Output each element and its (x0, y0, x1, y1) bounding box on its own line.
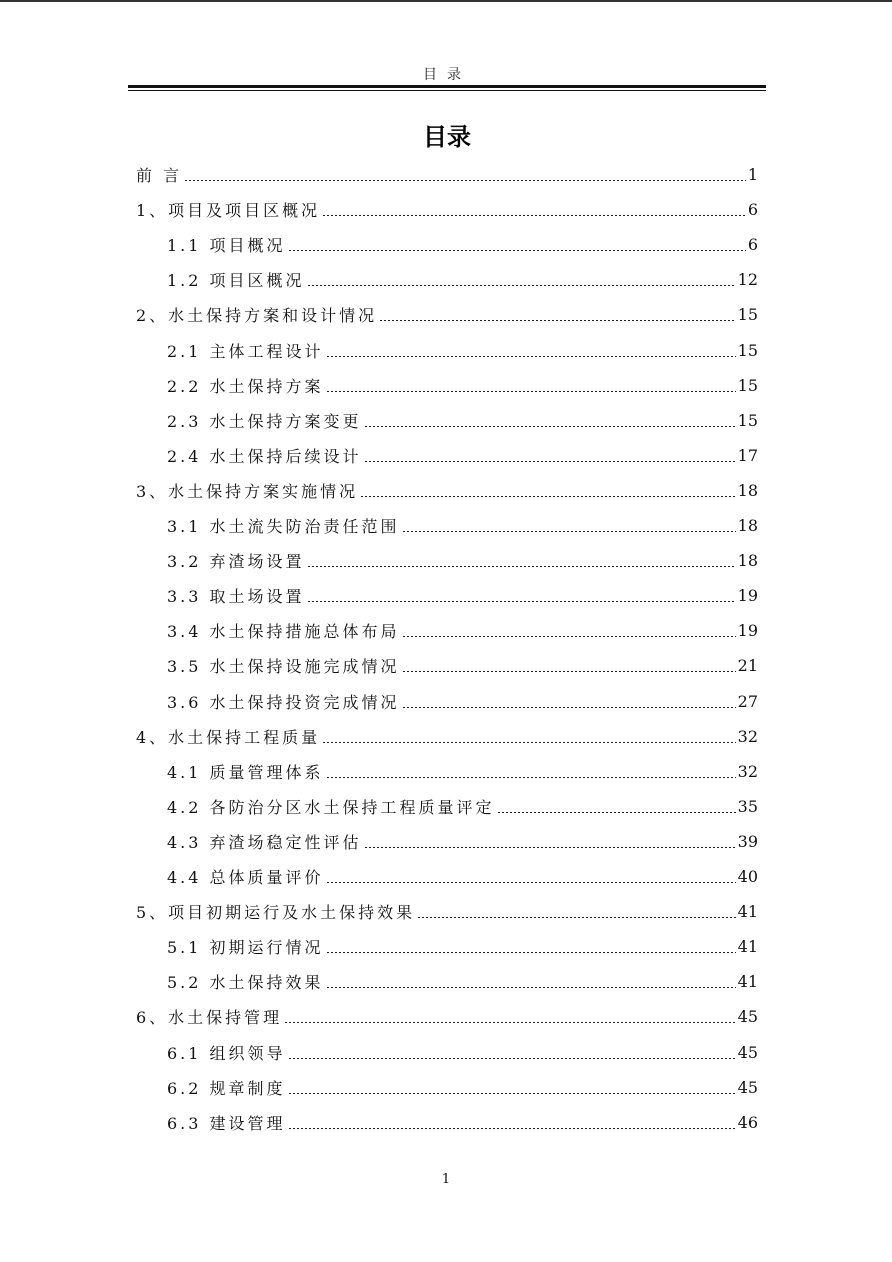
toc-entry-label: 1.1 项目概况 (167, 236, 286, 256)
toc-dot-leader (497, 812, 736, 813)
toc-entry[interactable] (136, 473, 758, 508)
toc-entry-label: 4、水土保持工程质量 (136, 727, 321, 747)
toc-dot-leader (322, 215, 746, 216)
toc-entry[interactable] (167, 403, 758, 438)
toc-entry-page: 1 (747, 165, 758, 184)
toc-entry-page: 18 (737, 480, 758, 500)
toc-entry-page: 46 (737, 1112, 758, 1132)
toc-entry-page: 45 (737, 1042, 758, 1062)
toc-entry[interactable] (167, 1105, 758, 1140)
toc-entry[interactable] (136, 999, 758, 1034)
toc-entry-page: 32 (737, 726, 758, 746)
toc-entry-page: 15 (737, 410, 758, 430)
toc-entry-page: 18 (737, 551, 758, 571)
page-top-border (0, 0, 892, 2)
toc-entry-page: 15 (737, 375, 758, 395)
toc-entry[interactable] (167, 929, 758, 964)
toc-entry-label: 4.1 质量管理体系 (167, 762, 324, 782)
toc-dot-leader (364, 847, 736, 848)
toc-entry-label: 3.4 水土保持措施总体布局 (167, 622, 400, 642)
toc-dot-leader (360, 496, 735, 497)
toc-entry[interactable] (167, 333, 758, 368)
toc-dot-leader (326, 882, 736, 883)
toc-entry[interactable] (136, 157, 758, 192)
toc-entry-page: 19 (737, 621, 758, 641)
toc-entry-page: 45 (737, 1077, 758, 1097)
toc-dot-leader (307, 285, 736, 286)
toc-entry-page: 15 (737, 340, 758, 360)
toc-entry[interactable] (167, 648, 758, 683)
toc-entry-page: 6 (747, 235, 758, 255)
toc-entry-page: 40 (737, 867, 758, 886)
toc-entry-page: 19 (737, 586, 758, 606)
page-number: 1 (441, 1172, 451, 1187)
toc-entry-label: 3.3 取土场设置 (167, 587, 305, 607)
toc-entry-label: 4.4 总体质量评价 (167, 868, 324, 887)
toc-entry[interactable] (167, 227, 758, 262)
toc-dot-leader (288, 1093, 736, 1094)
toc-entry-label: 2.1 主体工程设计 (167, 341, 324, 361)
toc-dot-leader (326, 952, 736, 953)
toc-dot-leader (326, 987, 736, 988)
toc-dot-leader (402, 531, 736, 532)
toc-entry-page: 45 (737, 1007, 758, 1027)
toc-entry[interactable] (167, 508, 758, 543)
toc-dot-leader (288, 1128, 736, 1129)
header-rule-thin (128, 90, 766, 91)
toc-dot-leader (379, 320, 735, 321)
toc-entry[interactable] (167, 368, 758, 403)
toc-entry[interactable] (167, 684, 758, 719)
toc-dot-leader (402, 707, 736, 708)
toc-entry-label: 2.2 水土保持方案 (167, 376, 324, 396)
toc-dot-leader (364, 461, 736, 462)
toc-dot-leader (326, 356, 736, 357)
toc-dot-leader (417, 917, 735, 918)
toc-entry-label: 1.2 项目区概况 (167, 271, 305, 291)
toc-entry-label: 3.6 水土保持投资完成情况 (167, 692, 400, 712)
toc-entry[interactable] (167, 824, 758, 859)
toc-entry-label: 3、水土保持方案实施情况 (136, 481, 359, 501)
toc-dot-leader (184, 180, 746, 181)
toc-entry-label: 3.5 水土保持设施完成情况 (167, 657, 400, 677)
toc-entry-label: 2、水土保持方案和设计情况 (136, 306, 378, 326)
toc-entry-label: 前 言 (136, 166, 183, 185)
toc-entry-label: 6.2 规章制度 (167, 1078, 286, 1098)
toc-entry[interactable] (136, 192, 758, 227)
toc-entry-label: 1、项目及项目区概况 (136, 201, 321, 221)
toc-entry-label: 6.1 组织领导 (167, 1043, 286, 1063)
toc-dot-leader (284, 1022, 735, 1023)
toc-entry-page: 39 (737, 831, 758, 851)
toc-entry[interactable] (167, 859, 758, 894)
toc-entry-label: 3.2 弃渣场设置 (167, 552, 305, 572)
toc-entry-label: 3.1 水土流失防治责任范围 (167, 517, 400, 536)
toc-entry-page: 41 (737, 972, 758, 992)
toc-dot-leader (402, 636, 736, 637)
toc-entry[interactable] (136, 894, 758, 929)
toc-entry-page: 6 (747, 200, 758, 220)
toc-entry-page: 18 (737, 516, 758, 535)
toc-dot-leader (364, 426, 736, 427)
toc-dot-leader (307, 601, 736, 602)
toc-entry[interactable] (167, 613, 758, 648)
toc-entry-page: 17 (737, 445, 758, 465)
toc-entry-label: 6.3 建设管理 (167, 1113, 286, 1133)
toc-entry[interactable] (167, 438, 758, 473)
toc-dot-leader (326, 777, 736, 778)
toc-entry-label: 4.3 弃渣场稳定性评估 (167, 832, 362, 852)
toc-entry-label: 4.2 各防治分区水土保持工程质量评定 (167, 797, 495, 817)
toc-entry-label: 6、水土保持管理 (136, 1008, 283, 1028)
toc-entry-page: 12 (737, 270, 758, 290)
toc-entry[interactable] (167, 578, 758, 613)
toc-entry-page: 41 (737, 902, 758, 922)
toc-entry-label: 2.3 水土保持方案变更 (167, 411, 362, 431)
toc-entry[interactable] (167, 1035, 758, 1070)
toc-entry-page: 15 (737, 305, 758, 325)
toc-entry[interactable] (167, 964, 758, 999)
toc-entry[interactable] (136, 719, 758, 754)
toc-entry[interactable] (167, 789, 758, 824)
toc-entry-label: 5.1 初期运行情况 (167, 938, 324, 958)
toc-entry[interactable] (167, 754, 758, 789)
toc-entry[interactable] (167, 543, 758, 578)
toc-dot-leader (322, 742, 735, 743)
toc-dot-leader (288, 1058, 736, 1059)
toc-dot-leader (288, 250, 746, 251)
toc-dot-leader (326, 391, 736, 392)
toc-entry[interactable] (167, 262, 758, 297)
toc-entry-page: 32 (737, 761, 758, 781)
header-rule-thick (128, 85, 766, 88)
toc-entry[interactable] (136, 297, 758, 332)
toc-dot-leader (402, 671, 736, 672)
toc-entry-page: 41 (737, 937, 758, 957)
toc-entry[interactable] (167, 1070, 758, 1105)
toc-entry-label: 5、项目初期运行及水土保持效果 (136, 903, 416, 923)
toc-entry-label: 5.2 水土保持效果 (167, 973, 324, 993)
toc-title: 目录 (423, 123, 471, 151)
toc-dot-leader (307, 566, 736, 567)
toc-entry-page: 21 (737, 656, 758, 676)
toc-entry-page: 27 (737, 691, 758, 711)
toc-entry-page: 35 (737, 796, 758, 816)
running-header: 目录 (423, 67, 471, 83)
toc-entry-label: 2.4 水土保持后续设计 (167, 446, 362, 466)
